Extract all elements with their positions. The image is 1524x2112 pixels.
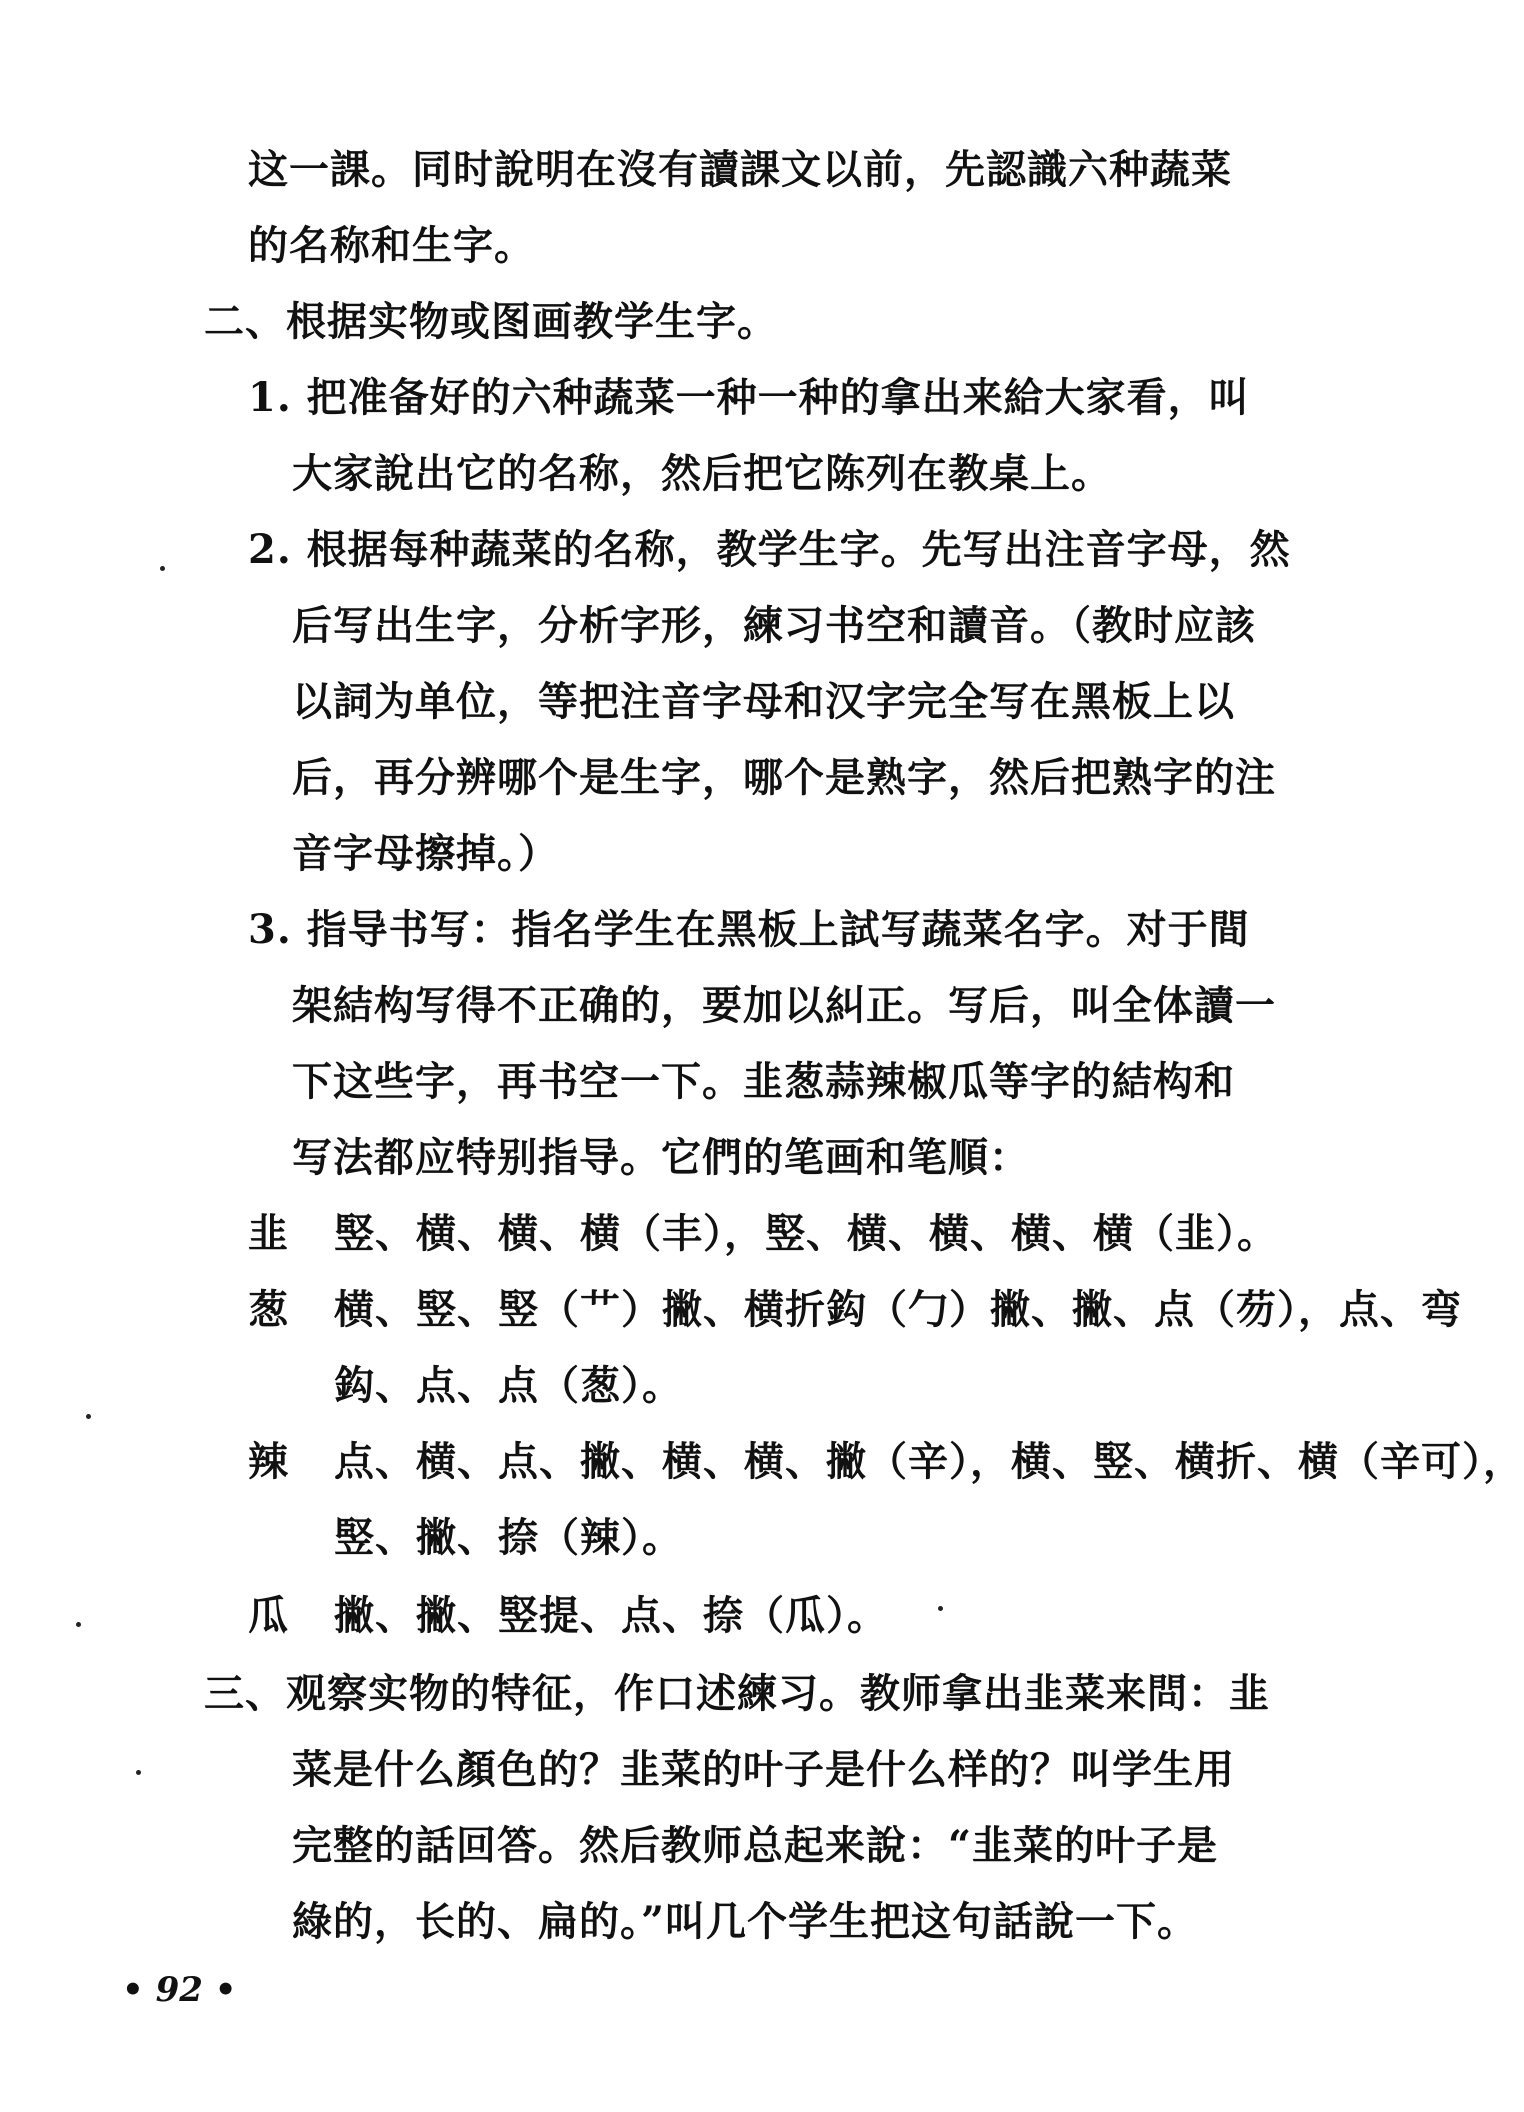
text-line: 写法都应特别指导。它們的笔画和笔順： [292,1134,1030,1181]
stroke-order-line: 鈎、点、点（葱）。 [334,1362,683,1409]
section-heading: 三、观察实物的特征，作口述練习。教师拿出韭菜来問：韭 [204,1670,1270,1717]
section-heading: 二、根据实物或图画教学生字。 [204,298,778,345]
text-line: 后写出生字，分析字形，練习书空和讀音。（教时应該 [292,602,1256,649]
page-number: • 92 • [122,1970,237,2010]
text-line: 2. 根据每种蔬菜的名称，教学生字。先写出注音字母，然 [248,526,1291,573]
scan-speck [76,1622,81,1627]
text-line: 下这些字，再书空一下。韭葱蒜辣椒瓜等字的結构和 [292,1058,1235,1105]
text-line: 綠的，长的、扁的。”叫几个学生把这句話說一下。 [292,1898,1199,1945]
stroke-char-label: 辣 [248,1438,288,1485]
scan-speck [136,1770,141,1775]
text-line: 音字母擦掉。） [292,830,559,877]
scan-speck [160,566,165,571]
text-line: 菜是什么顏色的？韭菜的叶子是什么样的？叫学生用 [292,1746,1235,1793]
text-line: 架結构写得不正确的，要加以糾正。写后，叫全体讀一 [292,982,1276,1029]
text-line: 完整的話回答。然后教师总起来說：“韭菜的叶子是 [292,1822,1219,1869]
text-line: 这一課。同时說明在沒有讀課文以前，先認識六种蔬菜 [248,146,1232,193]
stroke-char-label: 韭 [248,1210,288,1257]
stroke-char-label: 葱 [248,1286,288,1333]
scan-speck [938,1606,943,1611]
stroke-order-line: 竪、横、横、横（丰），竪、横、横、横、横（韭）。 [334,1210,1278,1257]
text-line: 的名称和生字。 [248,222,535,269]
text-line: 大家說出它的名称，然后把它陈列在教桌上。 [292,450,1112,497]
text-line: 3. 指导书写：指名学生在黑板上試写蔬菜名字。对于間 [248,906,1250,953]
stroke-order-line: 横、竪、竪（艹）撇、横折鈎（勹）撇、撇、点（芴），点、弯 [334,1286,1462,1333]
text-line: 以詞为单位，等把注音字母和汉字完全写在黑板上以 [292,678,1235,725]
stroke-order-line: 点、横、点、撇、横、横、撇（辛），横、竪、横折、横（辛可）， [334,1438,1524,1485]
scan-speck [86,1414,91,1419]
text-line: 后，再分辨哪个是生字，哪个是熟字，然后把熟字的注 [292,754,1276,801]
stroke-char-label: 瓜 [248,1592,288,1639]
text-line: 1. 把准备好的六种蔬菜一种一种的拿出来給大家看，叫 [248,374,1250,421]
stroke-order-line: 竪、撇、捺（辣）。 [334,1514,683,1561]
stroke-order-line: 撇、撇、竪提、点、捺（瓜）。 [334,1592,888,1639]
